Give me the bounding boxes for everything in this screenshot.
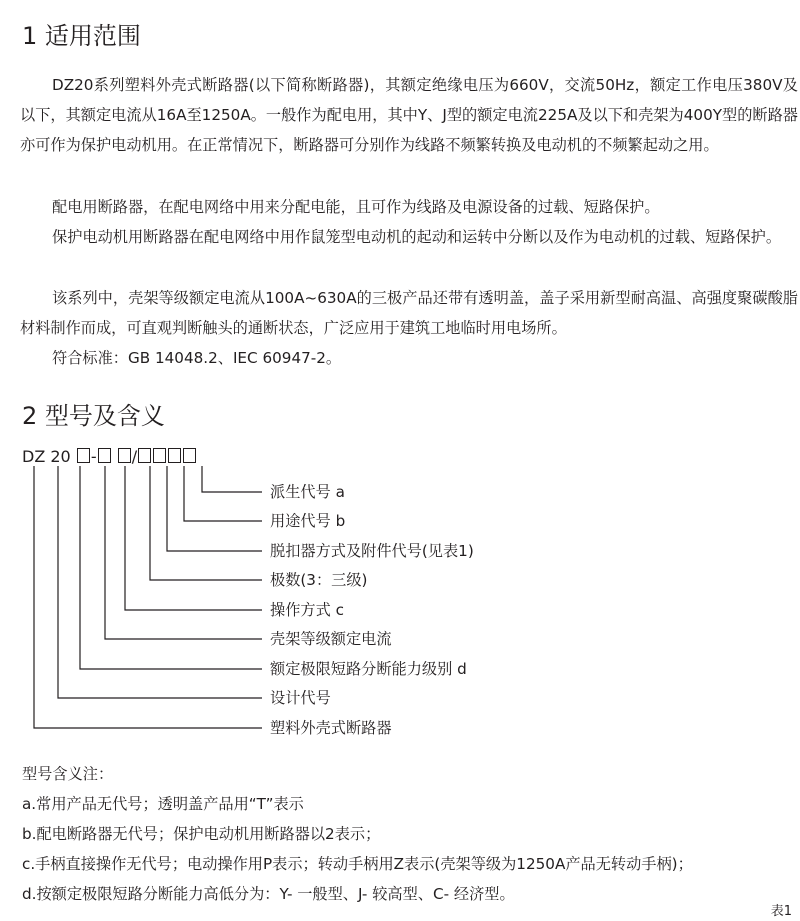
model-code-prefix: DZ 20 [22, 447, 71, 466]
paragraph-motor-protection: 保护电动机用断路器在配电网络中用作鼠笼型电动机的起动和运转中分断以及作为电动机的过载、短路保护。 [52, 228, 781, 246]
section-1-heading: 1 适用范围 [22, 22, 141, 50]
leader-line-design-code [58, 466, 262, 698]
label-breaker-type: 塑料外壳式断路器 [270, 719, 392, 737]
note-b: b.配电断路器无代号；保护电动机用断路器以2表示； [22, 825, 381, 843]
label-operation-mode: 操作方式 c [270, 601, 344, 619]
leader-line-breaker-type [34, 466, 262, 728]
paragraph-standards: 符合标准：GB 14048.2、IEC 60947-2。 [52, 349, 342, 367]
note-a: a.常用产品无代号；透明盖产品用“T”表示 [22, 795, 304, 813]
paragraph-distribution: 配电用断路器，在配电网络中用来分配电能，且可作为线路及电源设备的过载、短路保护。 [52, 198, 660, 216]
label-design-code: 设计代号 [270, 689, 331, 707]
leader-line-operation [125, 466, 262, 610]
section-2-heading: 2 型号及含义 [22, 402, 165, 430]
leader-line-release [167, 466, 262, 551]
leader-line-usage [184, 466, 262, 521]
label-release-code: 脱扣器方式及附件代号(见表1) [270, 542, 474, 560]
label-frame-current: 壳架等级额定电流 [270, 630, 392, 648]
note-c: c.手柄直接操作无代号；电动操作用P表示；转动手柄用Z表示(壳架等级为1250A产品无转动手柄)； [22, 855, 693, 873]
label-derivative-code: 派生代号 a [270, 483, 345, 501]
leader-line-derivative [202, 466, 262, 492]
label-breaking-capacity: 额定极限短路分断能力级别 d [270, 660, 467, 678]
table-reference: 表1 [770, 904, 792, 919]
code-separator-dash: - [90, 447, 97, 466]
label-poles: 极数(3：三级) [270, 571, 368, 589]
label-usage-code: 用途代号 b [270, 512, 346, 530]
paragraph-transparent-cover: 该系列中，壳架等级额定电流从100A~630A的三极产品还带有透明盖，盖子采用新型耐高温、高强度聚碳酸脂材料制作而成，可直观判断触头的通断状态，广泛应用于建筑工地临时用电场所。 [20, 289, 798, 337]
notes-title: 型号含义注： [22, 765, 114, 783]
paragraph-scope: DZ20系列塑料外壳式断路器(以下简称断路器)，其额定绝缘电压为660V，交流50Hz，额定工作电压380V及以下，其额定电流从16A至1250A。一般作为配电用，其中Y、J型的额定电流225A及以下和壳架为400Y型的断路器亦可作为保护电动机用。在正常情况下，断路器可分别作为线路不频繁转换及电动机的不频繁起动之用。 [20, 76, 798, 154]
code-separator-slash: / [131, 447, 138, 466]
note-d: d.按额定极限短路分断能力高低分为：Y- 一般型、J- 较高型、C- 经济型。 [22, 885, 515, 903]
